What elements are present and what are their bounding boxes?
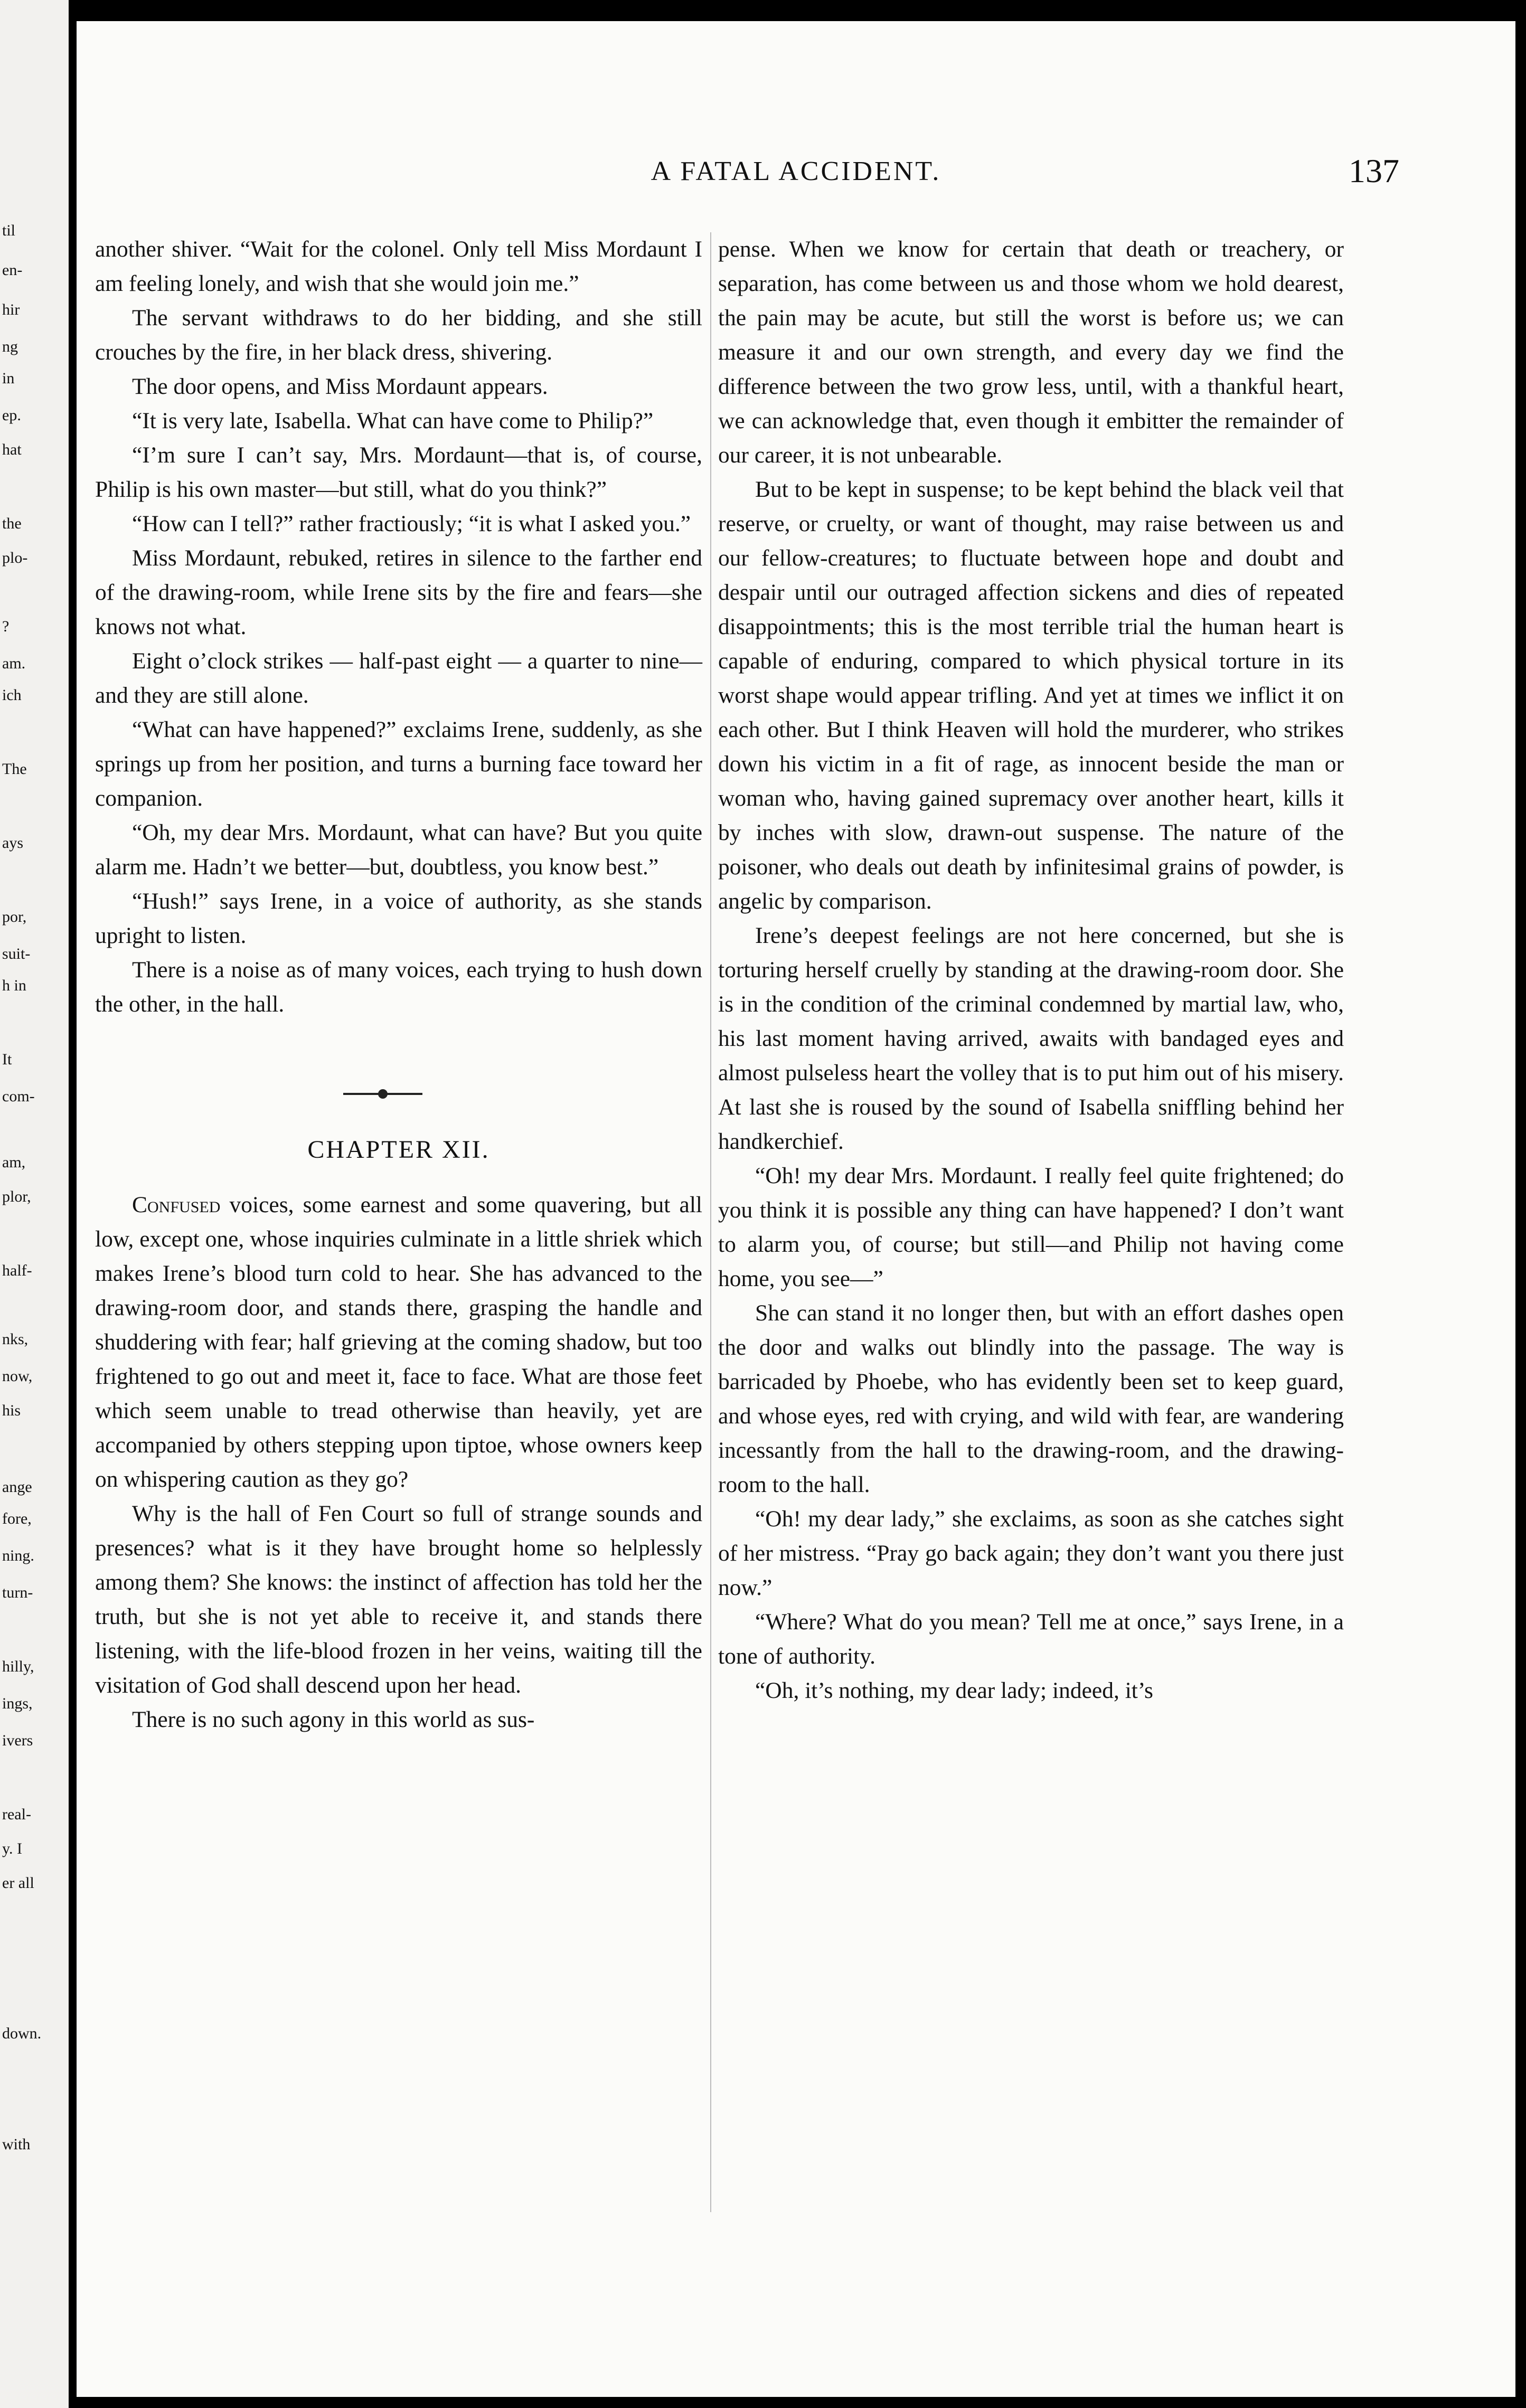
paragraph: Eight o’clock strikes — half-past eight — a quarter to nine—and they are still alone. (95, 648, 702, 708)
chapter-opening-text: voices, some earnest and some quavering, but all low, except one, whose inquiries culminate in a little shriek which makes Irene’s blood turn cold to hear. She has advanced to the drawing-room door, and stands there, grasping the handle and shuddering with fear; half grieving at the coming shadow, but too frightened to go out and meet it, face to face. What are those feet which seem unable to tread otherwise than heavily, yet are accompanied by others stepping upon tiptoe, whose owners keep on whispering caution as they go? (95, 1192, 702, 1492)
left-column-paragraphs (95, 232, 702, 1022)
margin-fragment: ange (2, 1478, 32, 1496)
margin-fragment: The (2, 760, 27, 778)
margin-fragment: ivers (2, 1732, 33, 1749)
left-column (95, 232, 702, 1737)
paragraph: another shiver. “Wait for the colonel. Only tell Miss Mordaunt I am feeling lonely, and wish that she would join me.” (95, 237, 702, 296)
column-divider (710, 232, 711, 2212)
margin-fragment: ings, (2, 1695, 33, 1712)
margin-fragment: nks, (2, 1330, 29, 1348)
margin-fragment: com- (2, 1088, 35, 1105)
margin-fragment: plor, (2, 1188, 31, 1205)
chapter-opening-paragraph (95, 1188, 702, 1497)
paragraph: “Hush!” says Irene, in a voice of authority, as she stands upright to listen. (95, 889, 702, 948)
right-column (718, 232, 1344, 1708)
paragraph: There is no such agony in this world as sus- (132, 1707, 535, 1732)
paragraph: Miss Mordaunt, rebuked, retires in silence to the farther end of the drawing-room, while Irene sits by the fire and fears—she knows not what. (95, 545, 702, 639)
margin-fragment: down. (2, 2025, 42, 2042)
margin-fragment: h in (2, 977, 26, 994)
margin-fragment: y. I (2, 1840, 23, 1857)
margin-fragment: turn- (2, 1584, 33, 1601)
page-number: 137 (1349, 152, 1399, 190)
margin-fragment: plo- (2, 549, 28, 566)
paragraph: Why is the hall of Fen Court so full of strange sounds and presences? what is it they have brought home so helplessly among them? She knows: the instinct of affection has told her the truth, but she is not yet able to receive it, and stands there listening, with the life-blood frozen in her veins, waiting till the visitation of God shall descend upon her head. (95, 1501, 702, 1698)
paragraph: “It is very late, Isabella. What can have come to Philip?” (132, 408, 654, 433)
paragraph: There is a noise as of many voices, each trying to hush down the other, in the hall. (95, 957, 702, 1017)
margin-fragment: ng (2, 338, 18, 355)
margin-fragment: the (2, 515, 22, 532)
paragraph: “Oh! my dear lady,” she exclaims, as soon as she catches sight of her mistress. “Pray go back again; they don’t want you there just now.” (718, 1506, 1344, 1600)
margin-fragment: hir (2, 301, 20, 318)
margin-fragment: real- (2, 1806, 31, 1823)
paragraph: “Oh, my dear Mrs. Mordaunt, what can have? But you quite alarm me. Hadn’t we better—but, doubtless, you know best.” (95, 820, 702, 880)
margin-fragment: ich (2, 686, 22, 704)
margin-fragment: ays (2, 834, 23, 852)
paragraph: “How can I tell?” rather fractiously; “it is what I asked you.” (132, 511, 691, 536)
paragraph: The door opens, and Miss Mordaunt appears. (132, 374, 548, 399)
paragraph: She can stand it no longer then, but with an effort dashes open the door and walks out blindly into the passage. The way is barricaded by Phoebe, who has evidently been set to keep guard, and whose eyes, red with crying, and wild with fear, are wandering incessantly from the hall to the drawing-room, and the drawing-room to the hall. (718, 1300, 1344, 1497)
margin-fragment: It (2, 1051, 12, 1068)
margin-fragment: now, (2, 1367, 33, 1385)
paragraph: “Oh! my dear Mrs. Mordaunt. I really feel quite frightened; do you think it is possible any thing can have happened? I don’t want to alarm you, of course; but still—and Philip not having come home, you see—” (718, 1163, 1344, 1291)
margin-fragment: suit- (2, 945, 31, 962)
paragraph: pense. When we know for certain that death or treachery, or separation, has come between us and those whom we hold dearest, the pain may be acute, but still the worst is before us; we can measure it and our own strength, and every day we find the difference between the two grow less, until, with a thankful heart, we can acknowledge that, even though it embitter the remainder of our career, it is not unbearable. (718, 237, 1344, 468)
paragraph: “I’m sure I can’t say, Mrs. Mordaunt—that is, of course, Philip is his own master—but still, what do you think?” (95, 442, 702, 502)
paragraph: “Where? What do you mean? Tell me at once,” says Irene, in a tone of authority. (718, 1609, 1344, 1669)
margin-fragment: hilly, (2, 1658, 34, 1675)
margin-fragment: am. (2, 655, 26, 672)
margin-fragment: en- (2, 261, 23, 279)
paragraph: “Oh, it’s nothing, my dear lady; indeed, it’s (755, 1678, 1153, 1703)
adjacent-page-strip (0, 0, 69, 2408)
margin-fragment: hat (2, 441, 22, 458)
margin-fragment: in (2, 370, 15, 387)
running-title: A FATAL ACCIDENT. (651, 156, 941, 186)
margin-fragment: por, (2, 908, 27, 926)
margin-fragment: ning. (2, 1547, 34, 1564)
margin-fragment: am, (2, 1154, 26, 1171)
margin-fragment: half- (2, 1262, 32, 1279)
margin-fragment: with (2, 2136, 31, 2153)
margin-fragment: ? (2, 618, 10, 635)
margin-fragment: ep. (2, 407, 21, 424)
margin-fragment: his (2, 1402, 21, 1419)
left-column-after-paragraphs (95, 1497, 702, 1737)
margin-fragment: til (2, 222, 16, 239)
paragraph: “What can have happened?” exclaims Irene, suddenly, as she springs up from her position, and turns a burning face toward her companion. (95, 717, 702, 811)
margin-fragment: er all (2, 1874, 34, 1892)
running-head (77, 152, 1515, 198)
section-ornament (95, 1059, 702, 1127)
right-column-paragraphs (718, 232, 1344, 1708)
ornament-dot (378, 1089, 388, 1099)
book-page (77, 21, 1515, 2397)
chapter-heading: CHAPTER XII. (307, 1136, 490, 1164)
paragraph: But to be kept in suspense; to be kept behind the black veil that reserve, or cruelty, or want of thought, may raise between us and our fellow-creatures; to fluctuate between hope and doubt and despair until our outraged affection sickens and dies of repeated disappointments; this is the most terrible trial the human heart is capable of enduring, compared to which physical torture in its worst shape would appear trifling. And yet at times we inflict it on each other. But I think Heaven will hold the murderer, who strikes down his victim in a fit of rage, as innocent beside the man or woman who, having gained supremacy over another heart, kills it by inches with slow, drawn-out suspense. The nature of the poisoner, who deals out death by infinitesimal grains of powder, is angelic by comparison. (718, 477, 1344, 914)
paragraph: The servant withdraws to do her bidding, and she still crouches by the fire, in her black dress, shivering. (95, 305, 702, 365)
chapter-opening-word: Confused (132, 1192, 221, 1217)
margin-fragment: fore, (2, 1510, 32, 1527)
paragraph: Irene’s deepest feelings are not here concerned, but she is torturing herself cruelly by standing at the drawing-room door. She is in the condition of the criminal condemned by martial law, who, his last moment having arrived, awaits with bandaged eyes and almost pulseless heart the volley that is to put him out of his misery. At last she is roused by the sound of Isabella sniffling behind her handkerchief. (718, 923, 1344, 1154)
